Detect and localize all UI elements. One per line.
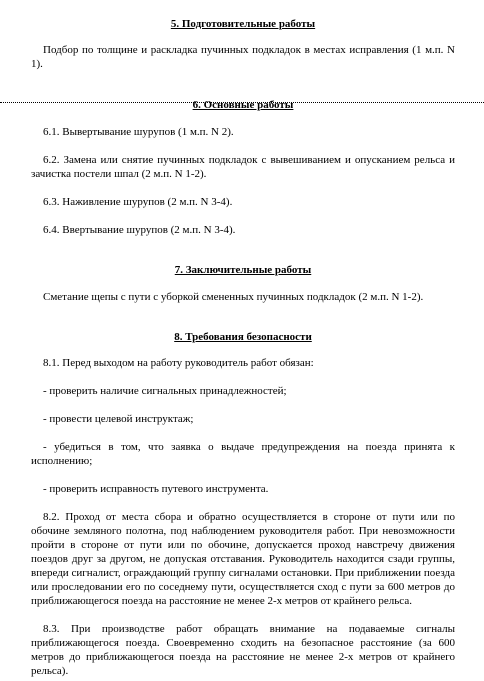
- section-6-item-1: 6.1. Вывертывание шурупов (1 м.п. N 2).: [43, 126, 234, 138]
- section-8-item-1: 8.1. Перед выходом на работу руководитель работ обязан:: [43, 357, 314, 369]
- section-8-bullet-2: - провести целевой инструктаж;: [43, 413, 194, 425]
- section-6-title: [31, 98, 455, 112]
- section-8-item-3: 8.3. При производстве работ обращать внимание на подаваемые сигналы приближающегося поезда. Своевременно сходить на безопасное расстояние (за 600 метров до приближающегося поезда на расстояние не менее 2-х метров от крайнего рельса).: [31, 623, 455, 677]
- section-6-item-4: 6.4. Ввертывание шурупов (2 м.п. N 3-4).: [43, 224, 236, 236]
- section-8-title: [31, 330, 455, 344]
- section-8-bullet-4: - проверить исправность путевого инструмента.: [43, 483, 269, 495]
- section-7-title-text: 7. Заключительные работы: [174, 264, 312, 276]
- section-5-title: [31, 17, 455, 31]
- section-7-title: [31, 263, 455, 277]
- section-8-title-text: 8. Требования безопасности: [174, 331, 312, 343]
- section-8-item-2: 8.2. Проход от места сбора и обратно осуществляется в стороне от пути или по обочине земляного полотна, под наблюдением руководителя работ. При невозможности пройти в стороне от пути или по обочине, допускается проход навстречу движения поездов друг за другом, не допуская отставания. Руководитель находится сзади группы, впереди сигналист, ограждающий группу сигналами остановки. При приближении поезда или проследовании его по соседнему пути, осуществляется сход с пути за 600 метров до приближающегося поезда на расстояние не менее 2-х метров от крайнего рельса.: [31, 511, 455, 607]
- section-7-paragraph: Сметание щепы с пути с уборкой смененных пучинных подкладок (2 м.п. N 1-2).: [43, 291, 424, 303]
- section-6-title-text: 6. Основные работы: [192, 99, 294, 111]
- section-6-item-3: 6.3. Наживление шурупов (2 м.п. N 3-4).: [43, 196, 233, 208]
- section-8-bullet-3: - убедиться в том, что заявка о выдаче предупреждения на поезда принята к исполнению;: [31, 441, 455, 467]
- section-5-title-text: 5. Подготовительные работы: [170, 18, 316, 30]
- section-6-item-2: 6.2. Замена или снятие пучинных подкладок с вывешиванием и опусканием рельса и зачистка постели шпал (2 м.п. N 1-2).: [31, 154, 455, 180]
- section-8-bullet-1: - проверить наличие сигнальных принадлежностей;: [43, 385, 287, 397]
- section-5-paragraph: Подбор по толщине и раскладка пучинных подкладок в местах исправления (1 м.п. N 1).: [31, 44, 455, 70]
